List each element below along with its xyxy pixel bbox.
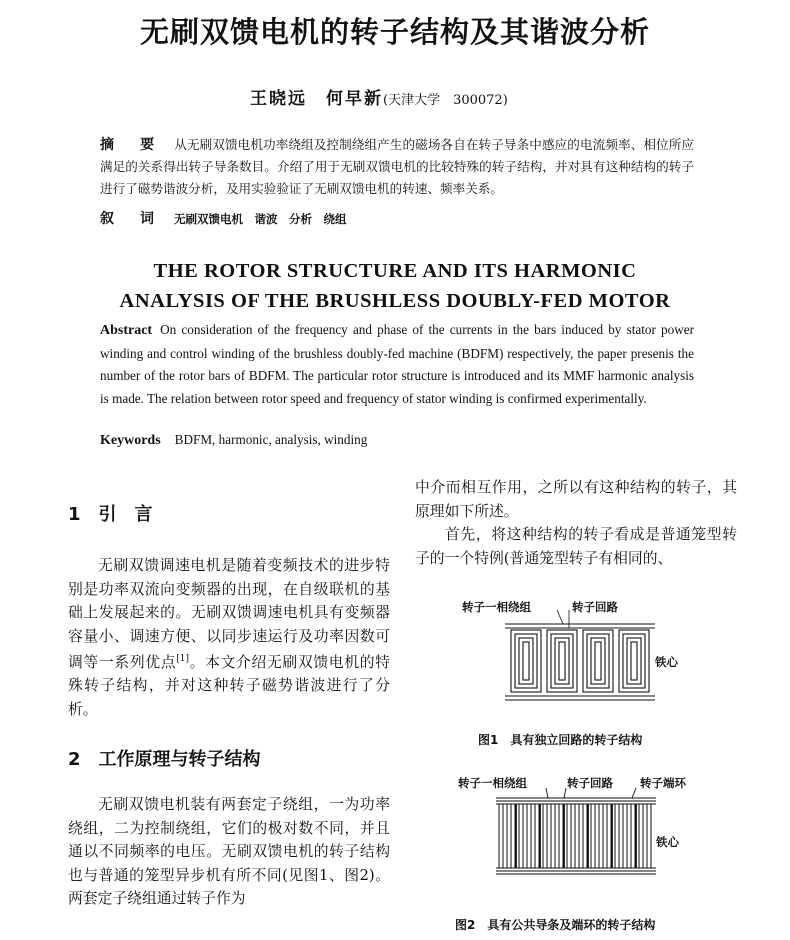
keywords-cn-label: 叙 词 — [100, 211, 160, 227]
authors — [250, 84, 508, 109]
keywords-cn — [100, 208, 347, 228]
keywords-en-text: BDFM, harmonic, analysis, winding — [174, 432, 368, 447]
fig2-rotor-diagram — [496, 788, 656, 884]
section-2-paragraph: 无刷双馈电机装有两套定子绕组，一为功率绕组，二为控制绕组，它们的极对数不同，并且通以不同频率的电压。无刷双馈电机的转子结构也与普通的笼型异步机有所不同(见图1、图2)。两套定子绕组通过转子作为 — [68, 796, 390, 908]
paper-title-cn: 无刷双馈电机的转子结构及其谐波分析 — [139, 15, 650, 49]
keywords-en-label: Keywords — [100, 433, 161, 448]
abstract-cn-text: 从无刷双馈电机功率绕组及控制绕组产生的磁场各自在转子导条中感应的电流频率、相位所应满足的关系得出转子导条数目。介绍了用于无刷双馈电机的比较特殊的转子结构，并对具有这种结构的转子进行了磁势谐波分析，及用实验验证了无刷双馈电机的转速、频率关系。 — [100, 137, 695, 196]
section-2-heading: 2 工作原理与转子结构 — [68, 749, 261, 771]
right-paragraph-1: 中介而相互作用，之所以有这种结构的转子，其原理如下所述。 — [415, 479, 737, 520]
right-paragraph-2: 首先，将这种结构的转子看成是普通笼型转子的一个特例(普通笼型转子有相同的、 — [415, 526, 737, 567]
keywords-en — [100, 432, 367, 449]
fig2-label-phase: 转子一相绕组 — [458, 776, 527, 790]
keywords-cn-text: 无刷双馈电机 谐波 分析 绕组 — [174, 212, 347, 226]
fig1-label-phase: 转子一相绕组 — [462, 600, 531, 614]
title-en-line-1: THE ROTOR STRUCTURE AND ITS HARMONIC — [153, 260, 637, 282]
reference-marker: [1] — [176, 654, 189, 664]
fig2-label-core: 铁心 — [656, 835, 679, 849]
fig1-caption: 图1 具有独立回路的转子结构 — [478, 733, 643, 747]
abstract-en — [100, 319, 694, 411]
section-1-paragraph — [68, 554, 390, 721]
fig1-rotor-diagram — [505, 610, 655, 710]
right-column — [415, 476, 737, 570]
affiliation: (天津大学 300072) — [383, 93, 508, 108]
abstract-cn-label: 摘 要 — [100, 137, 161, 153]
fig2-label-loop: 转子回路 — [567, 776, 613, 790]
section-1-text: 无刷双馈调速电机是随着变频技术的进步特别是功率双流向变频器的出现，在自级联机的基础上发展起来的。无刷双馈调速电机具有变频器容量小、调速方便、以同步速运行及功率因数可调等一系列优点 — [68, 557, 390, 671]
abstract-cn — [100, 134, 694, 200]
fig2-label-ring: 转子端环 — [640, 776, 686, 790]
section-1-text-end: 。本文介绍无刷双馈电机的特殊转子结构，并对这种转子磁势谐波进行了分析。 — [68, 653, 390, 718]
author-names: 王晓远 何早新 — [250, 89, 383, 109]
paper-title-en — [60, 256, 730, 316]
abstract-en-label: Abstract — [100, 323, 153, 338]
abstract-en-text: On consideration of the frequency and phase of the currents in the bars induced by stator power winding and control winding of the brushless doubly-fed machine (BDFM) respectively, the paper presenis the number of the rotor bars of BDFM. The particular rotor structure is introduced and its MMF harmonic analysis is made. The relation between rotor speed and frequency of stator winding is confirmed experimentally. — [100, 322, 694, 407]
fig1-label-core: 铁心 — [655, 655, 678, 669]
left-column — [68, 500, 390, 911]
section-1-heading: 1 引 言 — [68, 504, 153, 525]
title-en-line-2: ANALYSIS OF THE BRUSHLESS DOUBLY-FED MOTOR — [119, 290, 671, 312]
fig1-label-loop: 转子回路 — [572, 600, 618, 614]
fig2-caption: 图2 具有公共导条及端环的转子结构 — [455, 918, 656, 932]
